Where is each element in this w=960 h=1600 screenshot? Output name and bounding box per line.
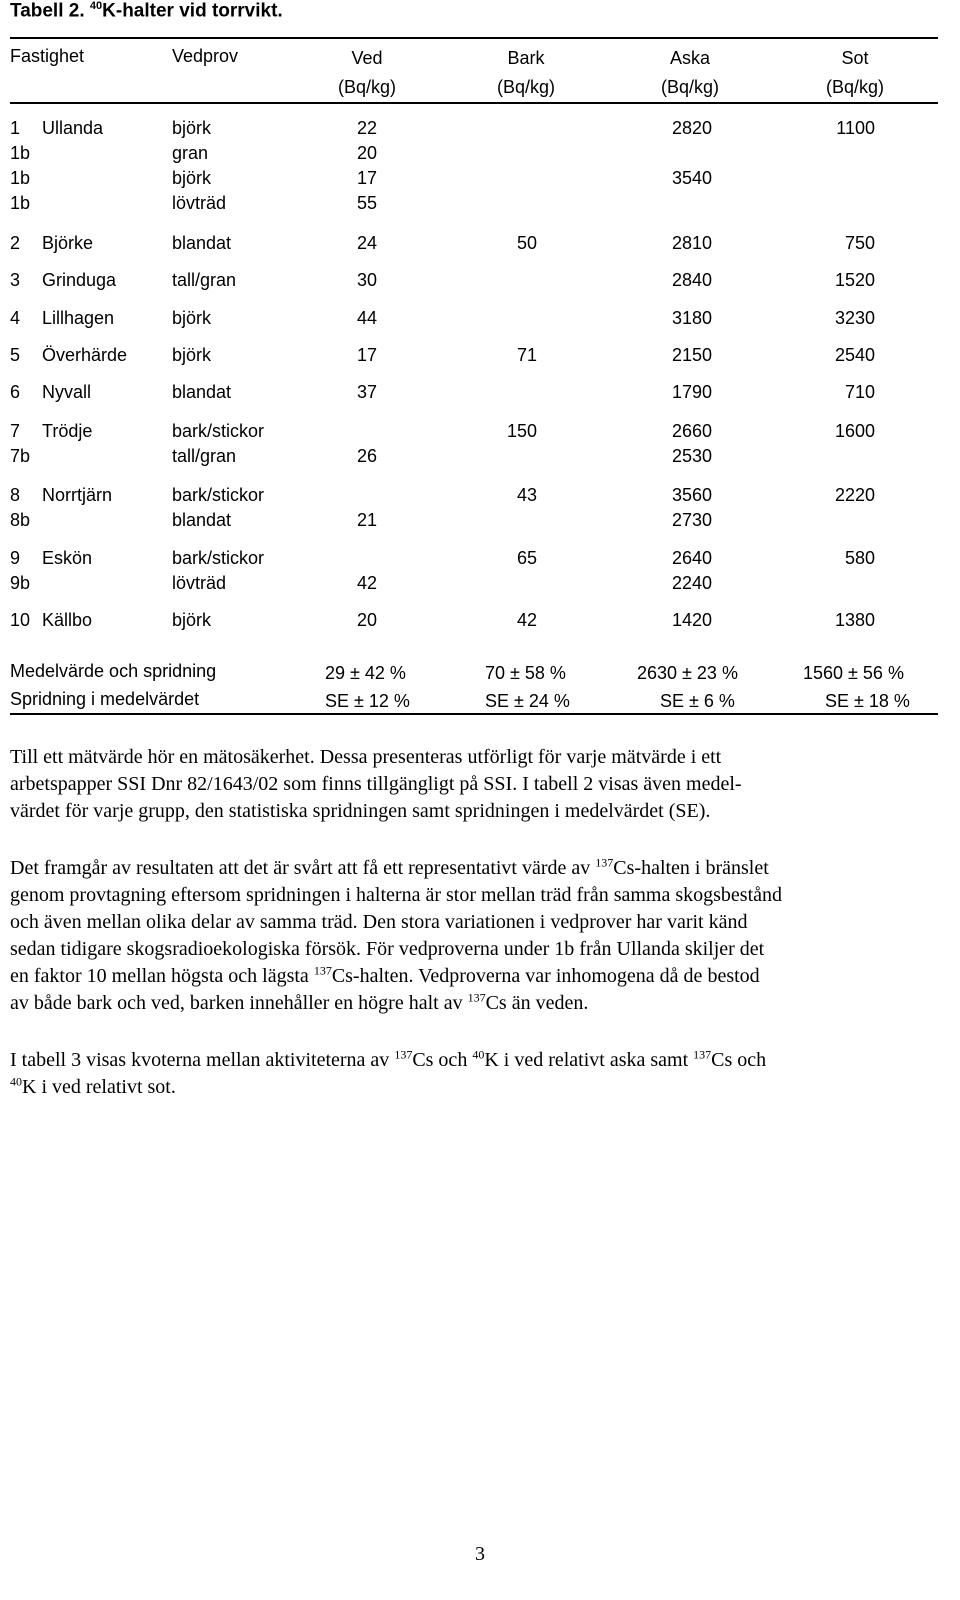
row-id: 9b	[10, 573, 31, 593]
row-fastighet: Björke	[42, 233, 94, 253]
paragraph-line: arbetspapper SSI Dnr 82/1643/02 som finns tillgängligt på SSI. I tabell 2 visas även medel-	[10, 773, 742, 795]
row-fastighet: Överhärde	[42, 345, 128, 365]
row-sot: 1380	[834, 610, 875, 630]
summary-mean-label: Medelvärde och spridning	[10, 661, 217, 681]
paragraph-line: och även mellan olika delar av samma träd. Den stora variationen i vedprover har varit känd	[10, 911, 748, 933]
row-vedprov: blandat	[172, 382, 232, 402]
header-fastighet: Fastighet	[10, 46, 85, 66]
paragraph-line: en faktor 10 mellan högsta och lägsta $^{137}$Cs-halten. Vedproverna var inhomogena då de bestod	[10, 963, 760, 987]
summary-mean-sot: 1560 ± 56 %	[803, 663, 904, 683]
row-bark: 42	[516, 610, 537, 630]
header-ved: Ved	[351, 48, 383, 68]
row-bark: 43	[516, 485, 537, 505]
row-fastighet: Källbo	[42, 610, 93, 630]
row-fastighet: Trödje	[42, 421, 93, 441]
row-vedprov: bark/stickor	[172, 421, 265, 441]
row-aska: 2840	[671, 270, 712, 290]
isotope-superscript: 137	[693, 1047, 712, 1062]
row-id: 8b	[10, 510, 31, 530]
row-aska: 2150	[671, 345, 712, 365]
row-ved: 21	[357, 510, 378, 530]
paragraph-line: $^{40}$K i ved relativt sot.	[10, 1074, 176, 1098]
row-id: 1b	[10, 143, 31, 163]
paragraph-line: sedan tidigare skogsradioekologiska försök. För vedproverna under 1b från Ullanda skiljer det	[10, 938, 765, 960]
row-vedprov: lövträd	[172, 573, 227, 593]
table-top-rule	[10, 37, 938, 39]
row-vedprov: bark/stickor	[172, 548, 265, 568]
row-aska: 3180	[671, 308, 712, 328]
isotope-superscript: 40	[472, 1047, 485, 1062]
row-aska: 2240	[671, 573, 712, 593]
row-fastighet: Grinduga	[42, 270, 117, 290]
row-ved: 22	[357, 118, 378, 138]
caption-superscript: 40	[89, 0, 103, 12]
row-id: 7	[10, 421, 21, 441]
row-sot: 1520	[834, 270, 875, 290]
row-id: 8	[10, 485, 21, 505]
row-bark: 71	[516, 345, 537, 365]
summary-se-label: Spridning i medelvärdet	[10, 689, 200, 709]
row-vedprov: gran	[172, 143, 209, 163]
row-id: 4	[10, 308, 21, 328]
caption-suffix: K-halter vid torrvikt.	[102, 0, 283, 22]
row-sot: 1600	[834, 421, 875, 441]
row-id: 6	[10, 382, 21, 402]
row-ved: 26	[357, 446, 378, 466]
summary-mean-aska: 2630 ± 23 %	[637, 663, 738, 683]
header-sot: Sot	[841, 48, 869, 68]
row-id: 5	[10, 345, 21, 365]
row-vedprov: tall/gran	[172, 446, 237, 466]
row-id: 2	[10, 233, 21, 253]
row-fastighet: Lillhagen	[42, 308, 115, 328]
header-ved-unit: (Bq/kg)	[337, 77, 397, 97]
isotope-superscript: 137	[595, 855, 614, 870]
row-ved: 17	[357, 168, 378, 188]
row-ved: 37	[357, 382, 378, 402]
row-sot: 2220	[834, 485, 875, 505]
row-ved: 20	[357, 143, 378, 163]
row-vedprov: tall/gran	[172, 270, 237, 290]
paragraph-line: Det framgår av resultaten att det är svårt att få ett representativt värde av $^{137}$Cs-halten i bränslet	[10, 855, 769, 879]
isotope-superscript: 137	[394, 1047, 413, 1062]
summary-se-bark: SE ± 24 %	[485, 691, 570, 711]
row-ved: 17	[357, 345, 378, 365]
paragraph-line: Till ett mätvärde hör en mätosäkerhet. Dessa presenteras utförligt för varje mätvärde i ett	[10, 746, 722, 768]
row-id: 7b	[10, 446, 31, 466]
row-id: 10	[10, 610, 31, 630]
row-aska: 2730	[671, 510, 712, 530]
summary-mean-bark: 70 ± 58 %	[485, 663, 566, 683]
paragraph-line: I tabell 3 visas kvoterna mellan aktiviteterna av $^{137}$Cs och $^{40}$K i ved relativt aska samt $^{137}$Cs och	[10, 1047, 767, 1071]
row-vedprov: björk	[172, 118, 212, 138]
row-vedprov: björk	[172, 308, 212, 328]
row-vedprov: blandat	[172, 233, 232, 253]
header-bark: Bark	[507, 48, 545, 68]
row-ved: 24	[357, 233, 378, 253]
row-id: 9	[10, 548, 21, 568]
header-vedprov: Vedprov	[172, 46, 239, 66]
row-aska: 3560	[671, 485, 712, 505]
row-ved: 55	[357, 193, 378, 213]
summary-se-ved: SE ± 12 %	[325, 691, 410, 711]
row-fastighet: Nyvall	[42, 382, 92, 402]
table-header-rule	[10, 102, 938, 104]
row-sot: 750	[844, 233, 875, 253]
table-bottom-rule	[10, 713, 938, 715]
row-vedprov: lövträd	[172, 193, 227, 213]
paragraph-1	[10, 744, 940, 825]
row-ved: 30	[357, 270, 378, 290]
row-sot: 710	[844, 382, 875, 402]
row-id: 1b	[10, 168, 31, 188]
row-aska: 2820	[671, 118, 712, 138]
header-sot-unit: (Bq/kg)	[825, 77, 885, 97]
row-id: 3	[10, 270, 21, 290]
row-sot: 3230	[834, 308, 875, 328]
row-vedprov: björk	[172, 168, 212, 188]
row-aska: 1790	[671, 382, 712, 402]
paragraph-line: av både bark och ved, barken innehåller en högre halt av $^{137}$Cs än veden.	[10, 990, 589, 1014]
paragraph-3	[10, 1047, 940, 1101]
row-ved: 42	[357, 573, 378, 593]
header-aska: Aska	[669, 48, 711, 68]
isotope-superscript: 40	[10, 1074, 22, 1089]
row-vedprov: bark/stickor	[172, 485, 265, 505]
summary-mean-ved: 29 ± 42 %	[325, 663, 406, 683]
row-ved: 20	[357, 610, 378, 630]
row-sot: 580	[844, 548, 875, 568]
row-bark: 65	[516, 548, 537, 568]
row-id: 1	[10, 118, 21, 138]
paragraph-line: genom provtagning eftersom spridningen i halterna är stor mellan träd från samma skogsbestånd	[10, 884, 783, 906]
row-sot: 2540	[834, 345, 875, 365]
row-ved: 44	[357, 308, 378, 328]
row-aska: 2530	[671, 446, 712, 466]
isotope-superscript: 137	[467, 990, 486, 1005]
row-aska: 1420	[671, 610, 712, 630]
summary-se-aska: SE ± 6 %	[660, 691, 735, 711]
caption-prefix: Tabell 2.	[10, 0, 90, 22]
row-id: 1b	[10, 193, 31, 213]
row-fastighet: Eskön	[42, 548, 93, 568]
row-fastighet: Norrtjärn	[42, 485, 113, 505]
row-aska: 2640	[671, 548, 712, 568]
row-aska: 2660	[671, 421, 712, 441]
summary-se-sot: SE ± 18 %	[825, 691, 910, 711]
row-aska: 3540	[671, 168, 712, 188]
header-bark-unit: (Bq/kg)	[496, 77, 556, 97]
header-aska-unit: (Bq/kg)	[660, 77, 720, 97]
row-bark: 150	[506, 421, 537, 441]
table-caption	[10, 0, 283, 22]
row-fastighet: Ullanda	[42, 118, 104, 138]
paragraph-line: värdet för varje grupp, den statistiska spridningen samt spridningen i medelvärdet (SE).	[10, 800, 711, 822]
row-vedprov: björk	[172, 610, 212, 630]
row-bark: 50	[516, 233, 537, 253]
row-sot: 1100	[836, 118, 875, 138]
isotope-superscript: 137	[313, 963, 332, 978]
row-vedprov: blandat	[172, 510, 232, 530]
row-vedprov: björk	[172, 345, 212, 365]
page-number: 3	[475, 1543, 485, 1565]
paragraph-2	[10, 855, 940, 1017]
row-aska: 2810	[671, 233, 712, 253]
